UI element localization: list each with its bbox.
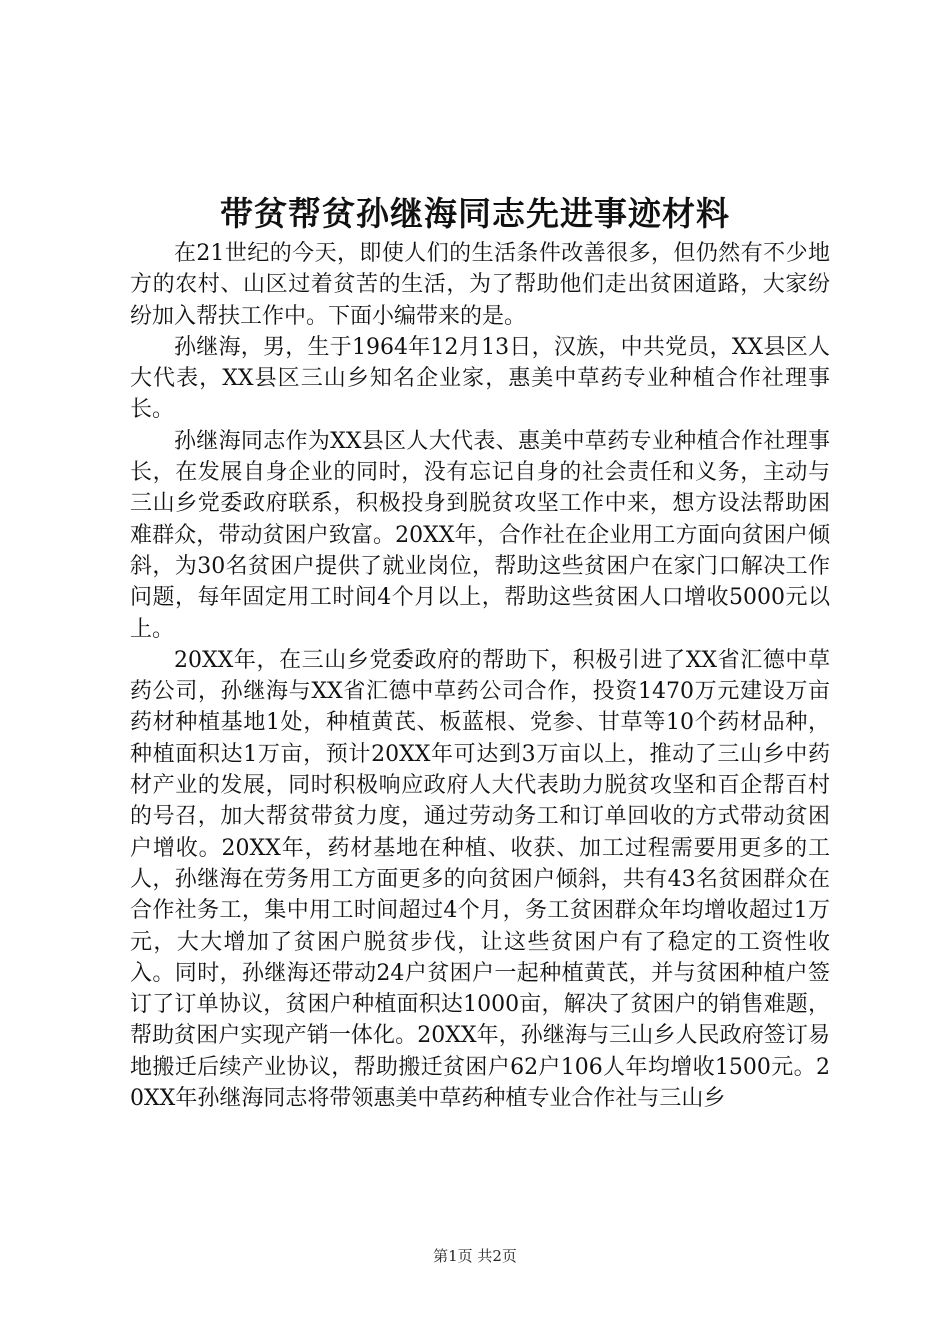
paragraph-profile: 孙继海，男，生于1964年12月13日，汉族，中共党员，XX县区人大代表，XX县区三山乡知名企业家，惠美中草药专业种植合作社理事长。: [130, 334, 830, 423]
paragraph-achievements: 20XX年，在三山乡党委政府的帮助下，积极引进了XX省汇德中草药公司，孙继海与XX省汇德中草药公司合作，投资1470万元建设万亩药材种植基地1处，种植黄芪、板蓝根、党参、甘草等10个药材品种，种植面积达1万亩，预计20XX年可达到3万亩以上，推动了三山乡中药材产业的发展，同时积极响应政府人大代表助力脱贫攻坚和百企帮百村的号召，加大帮贫带贫力度，通过劳动务工和订单回收的方式带动贫困户增收。20XX年，药材基地在种植、收获、加工过程需要用更多的工人，孙继海在劳务用工方面更多的向贫困户倾斜，共有43名贫困群众在合作社务工，集中用工时间超过4个月，务工贫困群众年均增收超过1万元，大大增加了贫困户脱贫步伐，让这些贫困户有了稳定的工资性收入。同时，孙继海还带动24户贫困户一起种植黄芪，并与贫困种植户签订了订单协议，贫困户种植面积达1000亩，解决了贫困户的销售难题，帮助贫困户实现产销一体化。20XX年，孙继海与三山乡人民政府签订易地搬迁后续产业协议，帮助搬迁贫困户62户106人年均增收1500元。20XX年孙继海同志将带领惠美中草药种植专业合作社与三山乡: [130, 647, 830, 1112]
paragraph-responsibility: 孙继海同志作为XX县区人大代表、惠美中草药专业种植合作社理事长，在发展自身企业的同时，没有忘记自身的社会责任和义务，主动与三山乡党委政府联系，积极投身到脱贫攻坚工作中来，想方设法帮助困难群众，带动贫困户致富。20XX年，合作社在企业用工方面向贫困户倾斜，为30名贫困户提供了就业岗位，帮助这些贫困户在家门口解决工作问题，每年固定用工时间4个月以上，帮助这些贫困人口增收5000元以上。: [130, 428, 830, 642]
page-number: 第1页 共2页: [433, 1247, 517, 1265]
document-title: 带贫帮贫孙继海同志先进事迹材料: [220, 194, 730, 233]
paragraph-intro: 在21世纪的今天，即使人们的生活条件改善很多，但仍然有不少地方的农村、山区过着贫苦的生活，为了帮助他们走出贫困道路，大家纷纷加入帮扶工作中。下面小编带来的是。: [130, 241, 830, 329]
document-body: [130, 238, 830, 1114]
